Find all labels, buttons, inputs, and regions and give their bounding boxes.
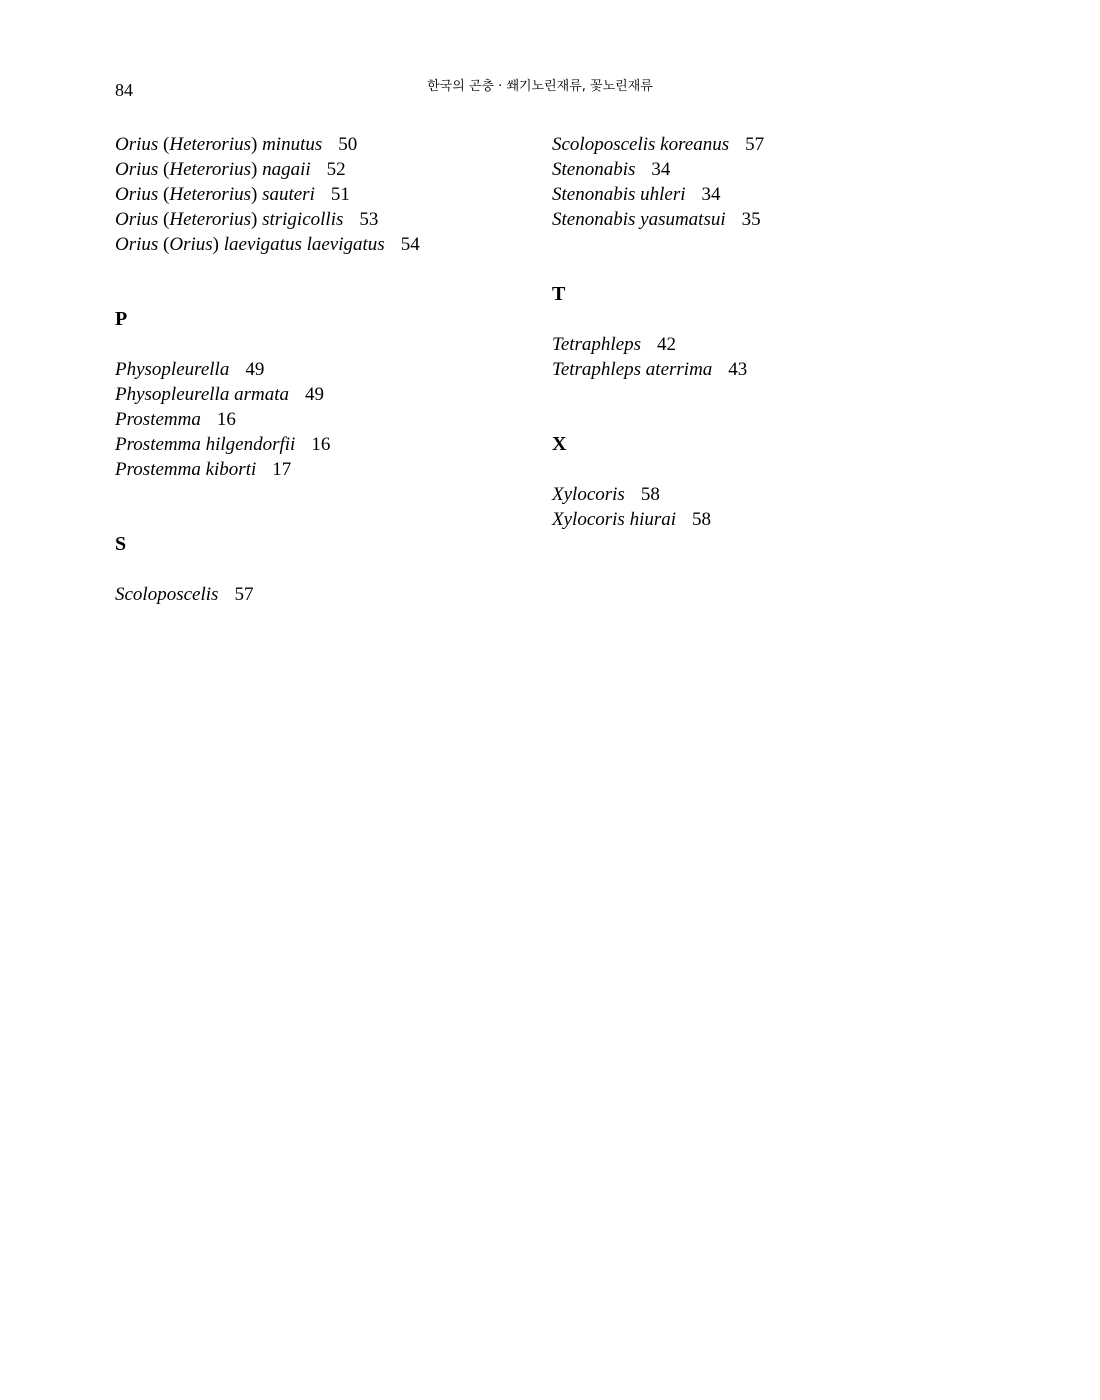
index-section-x bbox=[552, 432, 972, 532]
index-page-ref: 58 bbox=[692, 509, 712, 530]
index-entry: Stenonabis 34 bbox=[552, 159, 671, 180]
index-entry: Orius (Heterorius) sauteri 51 bbox=[115, 184, 350, 205]
index-entry: Tetraphleps aterrima 43 bbox=[552, 359, 748, 380]
index-entry: Orius (Heterorius) minutus 50 bbox=[115, 134, 358, 155]
index-entry: Physopleurella 49 bbox=[115, 359, 265, 380]
index-page-ref: 51 bbox=[330, 184, 350, 205]
index-entry: Xylocoris 58 bbox=[552, 484, 660, 505]
index-page-ref: 58 bbox=[640, 484, 660, 505]
index-page-ref: 49 bbox=[304, 384, 324, 405]
section-letter: X bbox=[552, 433, 567, 455]
index-entry: Scoloposcelis 57 bbox=[115, 584, 254, 605]
index-section-t bbox=[552, 282, 972, 382]
section-letter: P bbox=[115, 308, 128, 330]
index-page-ref: 53 bbox=[359, 209, 379, 230]
index-page-ref: 42 bbox=[657, 334, 677, 355]
index-entry: Prostemma kiborti 17 bbox=[115, 459, 292, 480]
index-page-ref: 52 bbox=[326, 159, 346, 180]
index-entry: Stenonabis yasumatsui 35 bbox=[552, 209, 761, 230]
index-column-left bbox=[115, 132, 535, 607]
index-page-ref: 54 bbox=[400, 234, 420, 255]
page-number: 84 bbox=[115, 80, 133, 100]
index-section-p bbox=[115, 307, 535, 482]
index-entry: Prostemma hilgendorfii 16 bbox=[115, 434, 331, 455]
index-page-ref: 50 bbox=[338, 134, 358, 155]
index-page-ref: 34 bbox=[701, 184, 721, 205]
index-page-ref: 35 bbox=[741, 209, 761, 230]
index-entry: Orius (Heterorius) strigicollis 53 bbox=[115, 209, 379, 230]
index-page-ref: 34 bbox=[651, 159, 671, 180]
running-header-title: 한국의 곤충 · 쐐기노린재류, 꽃노린재류 bbox=[427, 79, 653, 94]
index-section-s bbox=[115, 532, 535, 607]
index-page-ref: 16 bbox=[216, 409, 236, 430]
section-letter: S bbox=[115, 533, 127, 555]
index-entry: Xylocoris hiurai 58 bbox=[552, 509, 712, 530]
section-letter: T bbox=[552, 283, 566, 305]
index-page-ref: 57 bbox=[234, 584, 254, 605]
index-entry: Stenonabis uhleri 34 bbox=[552, 184, 721, 205]
index-entry: Orius (Heterorius) nagaii 52 bbox=[115, 159, 346, 180]
index-page-ref: 16 bbox=[311, 434, 331, 455]
index-page-ref: 17 bbox=[272, 459, 292, 480]
index-page-ref: 49 bbox=[245, 359, 265, 380]
index-entry: Prostemma 16 bbox=[115, 409, 236, 430]
index-entry: Tetraphleps 42 bbox=[552, 334, 677, 355]
index-entry: Physopleurella armata 49 bbox=[115, 384, 324, 405]
index-entry: Orius (Orius) laevigatus laevigatus 54 bbox=[115, 234, 420, 255]
index-page-ref: 57 bbox=[745, 134, 765, 155]
index-column-right bbox=[552, 132, 972, 532]
index-page-ref: 43 bbox=[728, 359, 748, 380]
index-entry: Scoloposcelis koreanus 57 bbox=[552, 134, 765, 155]
